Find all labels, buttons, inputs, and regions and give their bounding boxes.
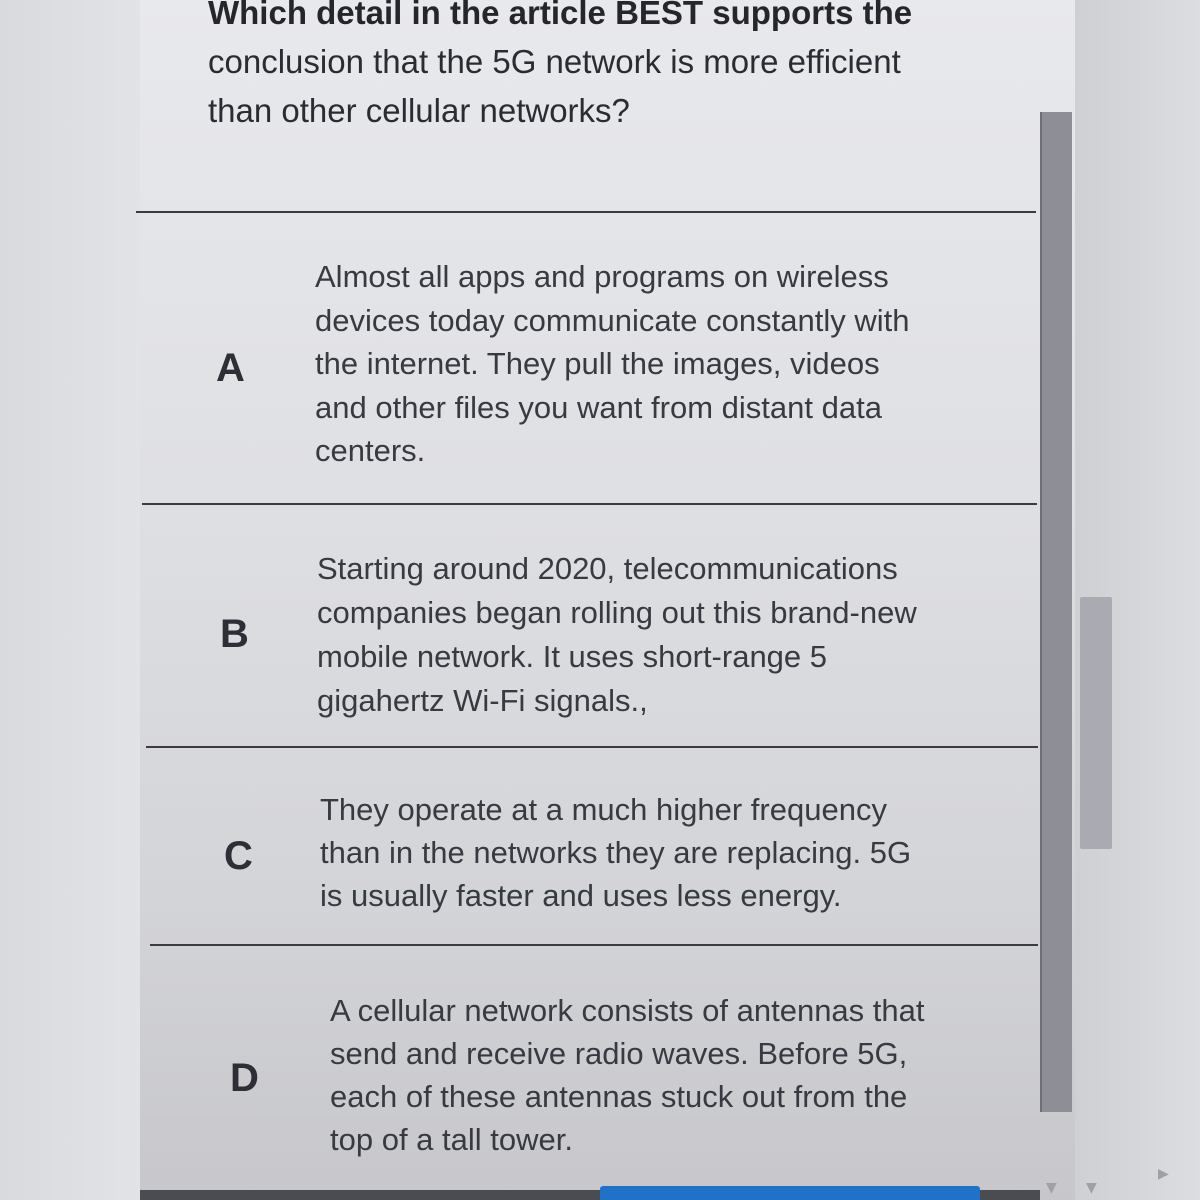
option-line: They operate at a much higher frequency [320,792,887,827]
option-text-c [320,788,911,917]
option-line: than in the networks they are replacing. 5G [320,835,912,870]
option-text-a [315,255,909,473]
option-line: centers. [315,433,426,468]
option-line: gigahertz Wi-Fi signals., [317,683,648,718]
content-scrollbar[interactable] [1040,112,1072,1112]
option-letter-b: B [220,612,249,656]
option-line: companies began rolling out this brand-new [317,595,917,630]
option-text-b [317,547,917,723]
option-line: send and receive radio waves. Before 5G, [330,1036,908,1071]
option-line: is usually faster and uses less energy. [320,878,842,913]
answer-option-b[interactable] [140,505,1040,745]
option-line: A cellular network consists of antennas that [330,993,925,1028]
question-line: conclusion that the 5G network is more efficient [208,43,901,80]
question-line: than other cellular networks? [208,92,630,129]
option-line: devices today communicate constantly with [315,302,910,338]
option-text-d [330,989,925,1161]
scroll-down-arrow-icon[interactable]: ▼ [1046,1180,1057,1196]
answer-option-c[interactable] [140,748,1040,943]
option-line: the internet. They pull the images, videos [315,346,880,381]
answer-option-d[interactable] [140,946,1040,1186]
option-line: Starting around 2020, telecommunications [317,551,898,586]
option-line: each of these antennas stuck out from the [330,1079,908,1114]
left-margin [0,0,140,1200]
option-letter-d: D [230,1056,259,1100]
answer-option-a[interactable] [140,213,1040,503]
question-prompt [208,0,988,135]
option-letter-a: A [216,346,245,390]
option-line: Almost all apps and programs on wireless [315,259,889,294]
scroll-right-arrow-icon[interactable]: ▶ [1158,1166,1169,1182]
option-line: mobile network. It uses short-range 5 [317,639,828,674]
scroll-down-arrow-icon[interactable]: ▼ [1086,1180,1097,1196]
scrollbar-thumb[interactable] [1080,597,1112,849]
question-line: Which detail in the article BEST supports the [208,0,913,31]
option-line: top of a tall tower. [330,1122,573,1157]
option-letter-c: C [224,834,253,878]
option-line: and other files you want from distant data [315,389,882,425]
next-button[interactable] [600,1186,980,1200]
